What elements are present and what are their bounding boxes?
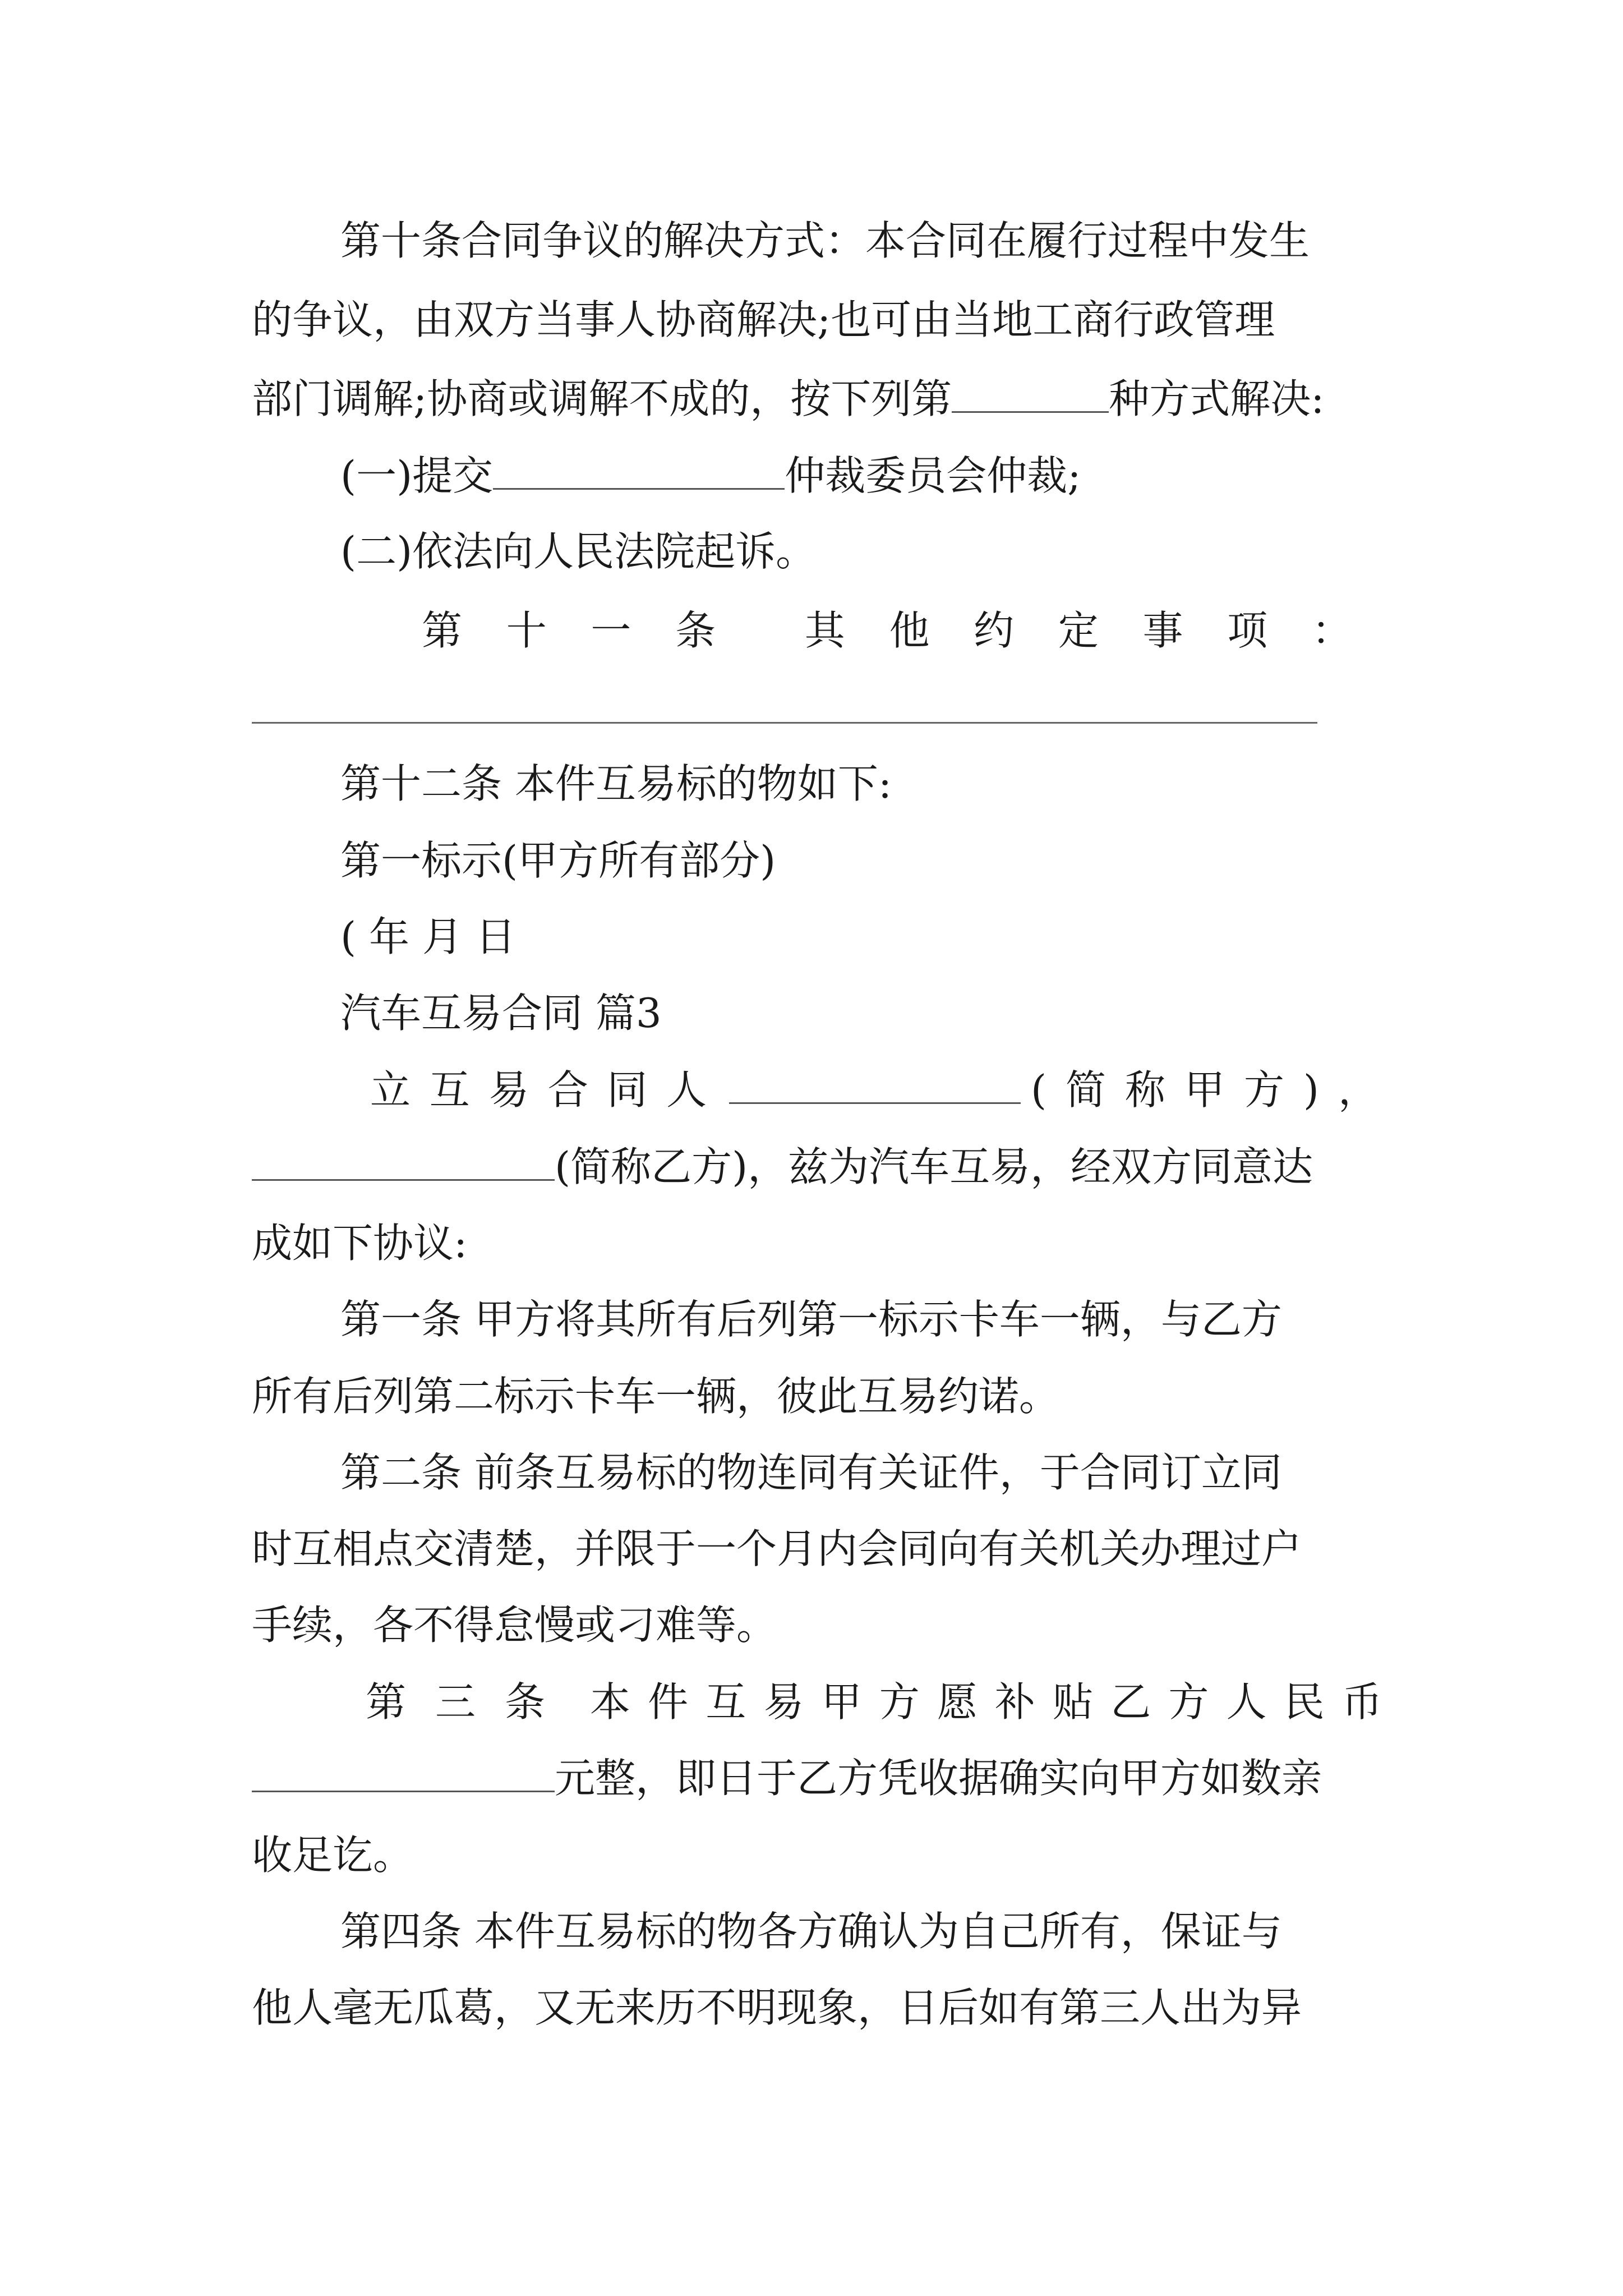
char: 条 bbox=[675, 607, 716, 654]
article-2-line-2: 时互相点交清楚，并限于一个月内会同向有关机关办理过户 bbox=[252, 1525, 1302, 1572]
char: 甲 bbox=[1184, 1066, 1225, 1114]
char: 其 bbox=[804, 607, 845, 654]
article-3-line-2 bbox=[252, 1750, 1382, 1812]
article-3-label bbox=[366, 1674, 545, 1730]
section-title: 汽车互易合同 篇3 bbox=[340, 990, 662, 1037]
char: 第 bbox=[422, 607, 463, 654]
char: 甲 bbox=[821, 1678, 862, 1726]
parties-label bbox=[370, 1062, 707, 1118]
date-line: ( 年 月 日 bbox=[340, 913, 516, 960]
fill-in-rule bbox=[252, 722, 1317, 724]
fill-in-blank bbox=[252, 1139, 555, 1181]
char: 易 bbox=[488, 1066, 529, 1114]
party-a-abbrev bbox=[1031, 1062, 1378, 1118]
char: 事 bbox=[1142, 607, 1183, 654]
char: 民 bbox=[1284, 1678, 1325, 1726]
char: ) bbox=[1303, 1066, 1320, 1114]
article-3-line-3: 收足讫。 bbox=[252, 1832, 414, 1879]
article-12-line: 第十二条 本件互易标的物如下: bbox=[340, 760, 892, 807]
article-10-line-3-end: 种方式解决: bbox=[1109, 375, 1325, 422]
option-1-end: 仲裁委员会仲裁; bbox=[785, 452, 1081, 499]
option-1-text: (一)提交 bbox=[340, 452, 494, 499]
char: 十 bbox=[506, 607, 547, 654]
article-2-line-3: 手续，各不得怠慢或刁难等。 bbox=[252, 1602, 777, 1649]
article-3-line-2-text: 元整，即日于乙方凭收据确实向甲方如数亲 bbox=[555, 1755, 1322, 1802]
article-4-line-2: 他人毫无瓜葛，又无来历不明现象，日后如有第三人出为异 bbox=[252, 1984, 1302, 2031]
article-10-line-2: 的争议，由双方当事人协商解决;也可由当地工商行政管理 bbox=[252, 296, 1275, 343]
article-10-line-3 bbox=[252, 371, 1382, 432]
option-2-line: (二)依法向人民法院起诉。 bbox=[340, 528, 817, 575]
label-one-line: 第一标示(甲方所有部分) bbox=[340, 837, 776, 884]
char: 贴 bbox=[1053, 1678, 1094, 1726]
parties-line-2-text: (简称乙方)，兹为汽车互易，经双方同意达 bbox=[555, 1143, 1313, 1190]
char: 件 bbox=[648, 1678, 689, 1726]
char: 称 bbox=[1125, 1066, 1166, 1114]
parties-line-3: 成如下协议: bbox=[252, 1220, 468, 1267]
fill-in-blank bbox=[729, 1062, 1021, 1104]
char: 人 bbox=[1226, 1678, 1267, 1726]
parties-line-2 bbox=[252, 1139, 1382, 1200]
article-1-line-1: 第一条 甲方将其所有后列第一标示卡车一辆，与乙方 bbox=[340, 1296, 1282, 1343]
article-3-line-1 bbox=[366, 1674, 1382, 1736]
char: 方 bbox=[879, 1678, 920, 1726]
char: ： bbox=[1311, 607, 1352, 654]
char: 合 bbox=[547, 1066, 588, 1114]
article-11-heading bbox=[422, 602, 1352, 664]
article-3-text bbox=[590, 1674, 1382, 1730]
option-1-line bbox=[340, 448, 1382, 509]
char: 他 bbox=[889, 607, 930, 654]
article-4-line-1: 第四条 本件互易标的物各方确认为自己所有，保证与 bbox=[340, 1908, 1282, 1955]
article-10-line-3-text: 部门调解;协商或调解不成的，按下列第 bbox=[252, 375, 952, 422]
char: 定 bbox=[1058, 607, 1099, 654]
char: 立 bbox=[370, 1066, 411, 1114]
char: ( bbox=[1031, 1066, 1047, 1114]
char: 易 bbox=[763, 1678, 804, 1726]
char: 方 bbox=[1243, 1066, 1284, 1114]
char: 三 bbox=[435, 1678, 476, 1726]
fill-in-blank bbox=[493, 448, 785, 490]
char: 愿 bbox=[937, 1678, 978, 1726]
char: 补 bbox=[994, 1678, 1035, 1726]
char: 第 bbox=[366, 1678, 407, 1726]
fill-in-blank bbox=[252, 1750, 555, 1792]
char: 币 bbox=[1341, 1678, 1382, 1726]
fill-in-blank bbox=[952, 371, 1109, 413]
parties-line-1 bbox=[370, 1062, 1382, 1124]
char: 乙 bbox=[1110, 1678, 1151, 1726]
char: 项 bbox=[1227, 607, 1268, 654]
char: 互 bbox=[429, 1066, 470, 1114]
char: 本 bbox=[590, 1678, 631, 1726]
article-2-line-1: 第二条 前条互易标的物连同有关证件，于合同订立同 bbox=[340, 1449, 1282, 1496]
char: 方 bbox=[1168, 1678, 1209, 1726]
char: 人 bbox=[666, 1066, 707, 1114]
article-1-line-2: 所有后列第二标示卡车一辆，彼此互易约诺。 bbox=[252, 1373, 1060, 1420]
char: 互 bbox=[706, 1678, 746, 1726]
char: 约 bbox=[974, 607, 1015, 654]
char: 简 bbox=[1066, 1066, 1106, 1114]
article-10-line-1: 第十条合同争议的解决方式：本合同在履行过程中发生 bbox=[340, 217, 1310, 264]
char: 条 bbox=[504, 1678, 545, 1726]
char: 一 bbox=[591, 607, 631, 654]
char: ， bbox=[1338, 1066, 1378, 1114]
char: 同 bbox=[607, 1066, 648, 1114]
